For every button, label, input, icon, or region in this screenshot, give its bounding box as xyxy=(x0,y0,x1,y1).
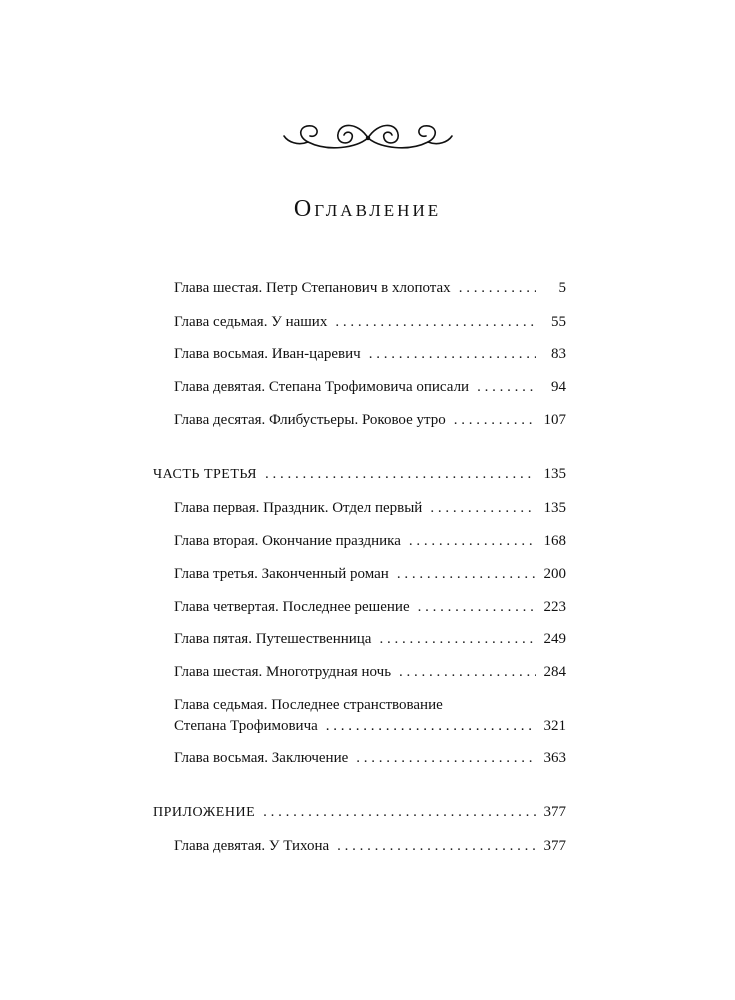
toc-entry-label: Глава седьмая. Последнее странствование xyxy=(174,697,443,713)
leader-dots xyxy=(326,717,536,735)
toc-entry[interactable] xyxy=(174,598,566,616)
leader-dots xyxy=(263,803,536,821)
toc-entry[interactable] xyxy=(174,663,566,681)
toc-entry[interactable] xyxy=(174,532,566,550)
toc-entry[interactable] xyxy=(174,345,566,363)
leader-dots xyxy=(356,749,536,767)
leader-dots xyxy=(418,598,536,616)
leader-dots xyxy=(399,663,536,681)
toc-entry-page: 5 xyxy=(558,280,566,296)
toc-entry-label: Глава восьмая. Заключение xyxy=(174,750,349,766)
toc-entry-page: 200 xyxy=(543,566,566,582)
toc-entry-page: 363 xyxy=(543,750,566,766)
toc-entry-page: 284 xyxy=(543,664,566,680)
leader-dots xyxy=(265,465,536,483)
toc-entry-page: 223 xyxy=(543,599,566,615)
page-title: Оглавление xyxy=(293,196,442,222)
toc-entry[interactable] xyxy=(174,837,566,855)
toc-entry-label: Глава девятая. Степана Трофимовича описали xyxy=(174,379,470,395)
toc-entry-label: Глава девятая. У Тихона xyxy=(174,838,330,854)
leader-dots xyxy=(397,565,536,583)
toc-entry-label: Глава первая. Праздник. Отдел первый xyxy=(174,500,423,516)
toc-entry-label-continued: Степана Трофимовича xyxy=(174,718,318,734)
leader-dots xyxy=(454,411,536,429)
leader-dots xyxy=(477,378,536,396)
toc-part-heading[interactable] xyxy=(153,465,566,484)
toc-entry[interactable] xyxy=(174,313,566,331)
toc-part-label: ЧАСТЬ ТРЕТЬЯ xyxy=(153,467,258,482)
toc-entry-label: Глава шестая. Петр Степанович в хлопотах xyxy=(174,280,451,296)
toc-entry-page: 135 xyxy=(543,500,566,516)
toc-entry-page: 377 xyxy=(543,838,566,854)
toc-entry-multiline[interactable] xyxy=(174,696,566,735)
toc-entry-page: 321 xyxy=(543,718,566,734)
toc-entry[interactable] xyxy=(174,630,566,648)
toc-entry-label: Глава вторая. Окончание праздника xyxy=(174,533,401,549)
toc-entry-label: Глава пятая. Путешественница xyxy=(174,631,372,647)
toc-part-page: 377 xyxy=(543,804,566,820)
toc-entry-page: 83 xyxy=(551,346,566,362)
toc-entry[interactable] xyxy=(174,565,566,583)
toc-entry-label: Глава четвертая. Последнее решение xyxy=(174,599,410,615)
toc-entry[interactable] xyxy=(174,411,566,429)
toc-entry[interactable] xyxy=(174,279,566,297)
leader-dots xyxy=(337,837,536,855)
toc-entry-page: 168 xyxy=(543,533,566,549)
toc-entry-page: 94 xyxy=(551,379,566,395)
toc-entry-page: 55 xyxy=(551,314,566,330)
leader-dots xyxy=(369,345,536,363)
leader-dots xyxy=(379,630,536,648)
ornament-flourish xyxy=(0,112,735,162)
toc-entry-page: 249 xyxy=(543,631,566,647)
leader-dots xyxy=(335,313,536,331)
leader-dots xyxy=(459,279,536,297)
toc-entry-label: Глава седьмая. У наших xyxy=(174,314,328,330)
toc-entry[interactable] xyxy=(174,749,566,767)
toc-entry[interactable] xyxy=(174,378,566,396)
toc-entry-label: Глава восьмая. Иван-царевич xyxy=(174,346,361,362)
toc-part-label: ПРИЛОЖЕНИЕ xyxy=(153,805,256,820)
leader-dots xyxy=(409,532,536,550)
toc-part-page: 135 xyxy=(543,466,566,482)
toc-entry-label: Глава третья. Законченный роман xyxy=(174,566,389,582)
flourish-icon xyxy=(278,112,458,162)
leader-dots xyxy=(430,499,536,517)
toc-entry-label: Глава шестая. Многотрудная ночь xyxy=(174,664,392,680)
toc-appendix-heading[interactable] xyxy=(153,803,566,822)
toc-entry-page: 107 xyxy=(543,412,566,428)
toc-entry-label: Глава десятая. Флибустьеры. Роковое утро xyxy=(174,412,446,428)
toc-entry[interactable] xyxy=(174,499,566,517)
